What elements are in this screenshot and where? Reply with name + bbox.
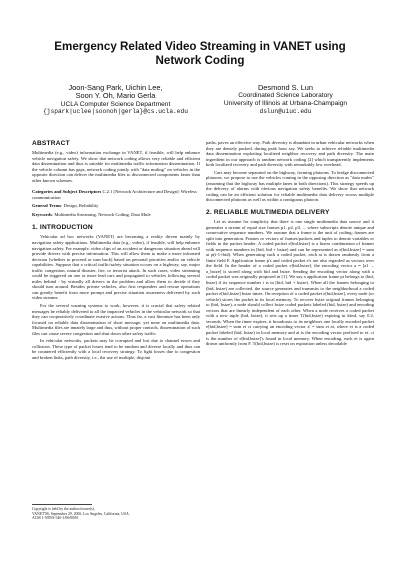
section-heading: 2. RELIABLE MULTIMEDIA DELIVERY xyxy=(206,209,330,217)
right-column xyxy=(206,84,374,554)
body-paragraph: paths, paves an effective way. Path diversity is abundant in urban vehicular networks when they are densely packed, during peak hour say. We seeks to achieve reliable multimedia data dissemination exploiting localized neighbor recovery and path diversity. The main ingredient in our approach is random network coding [2] which transparently implements both localized recovery and path diversity with remarkably low overhead. xyxy=(206,140,374,168)
footnote-rule xyxy=(32,504,92,505)
copyright-footnote xyxy=(32,504,200,521)
author-names: Desmond S. Lun xyxy=(257,83,314,92)
abstract-heading: ABSTRACT xyxy=(32,140,70,147)
author-email: {jspark|uclee|soonoh|gerla}@cs.ucla.edu xyxy=(43,108,188,116)
body-paragraph: Cars may become separated on the highway, forming platoons. To bridge disconnected platoons, we propose to use the vehicles coming in the opposing direction as "data mules" (assuming that the highway has multiple lanes in both directions). This strategy speeds up the delivery of alarms with obvious navigation safety benefits. We show that network coding can be an efficient solution for reliable multimedia data delivery across multiple disconnected platoons as well as within a contiguous platoon. xyxy=(206,169,374,203)
intro-heading: 1. INTRODUCTION xyxy=(32,224,93,232)
author-affiliation: Coordinated Science Laboratory xyxy=(238,92,333,100)
general-terms-text: Design, Reliability xyxy=(63,203,99,209)
footnote-line: VANET'06, September 29, 2006, Los Angeles, California, USA. xyxy=(32,511,130,516)
categories-text: C.2.1 [Network Architecture and Design]: Wireless communication xyxy=(32,189,197,200)
author-names: Soon Y. Oh, Mario Gerla xyxy=(75,91,156,101)
general-terms-line: General Terms: Design, Reliability xyxy=(32,203,99,209)
author-email: dslun@uiuc.edu xyxy=(259,107,312,115)
categories-label: Categories and Subject Descriptors xyxy=(32,189,102,195)
footnote-line: Copyright is held by the author/owner(s). xyxy=(32,507,95,511)
keywords-label: Keywords xyxy=(32,211,52,217)
left-column xyxy=(32,140,200,545)
intro-paragraph: For the several warning systems to work, however, it is crucial that safety related messages be reliably delivered to all the impacted vehicles in the vehicular network so that they can cooperatively coordinate evasive actions. Thus far, a vast literature has been only focused on reliable data dissemination of short message, yet none on multimedia data. Multimedia files are innately large and thus, without proper controls, dissemination of such files can cause severe congestion and shut down other safety traffic. xyxy=(32,303,200,336)
general-terms-label: General Terms xyxy=(32,203,62,209)
keywords-line: Keywords: Multimedia Streaming, Network Coding, Data Mule xyxy=(32,211,151,217)
intro-paragraph: Vehicular ad hoc networks (VANET) are becoming a reality driven mainly by navigation safety applications. Multimedia data (e.g., video), if feasible, will help enhance navigation safety. For example, video clips of an accident or dangerous situation ahead will provide drivers with precise information. This will allow them to make a more informed decision (whether to proceed or turn back) based on personal priorities and/or on vehicle capabilities. Suppose that a critical traffic/safety situation occurs on a highway, say, major traffic congestion, natural disaster, fire, or terrorist attack. In such cases, video streaming could be triggered on one or more lead cars and propagated to vehicles following several miles behind - by virtually all drivers in the problem and allow them to decide if they should turn around. Besides private vehicles, also first responders and rescue operations can greatly benefit from more prompt and precise situation awareness delivered by such video streams. xyxy=(32,234,200,301)
author-affiliation: University of Illinois at Urbana-Champaign xyxy=(223,100,348,107)
categories-line xyxy=(32,189,200,200)
author-names: Joon-Sang Park, Uichin Lee, xyxy=(68,83,163,92)
body-paragraph: Let us assume for simplicity that there is one single multimedia data source and it generates a stream of equal size frames p1, p2, p3, ... where subscripts denote unique and consecutive sequence numbers. We assume that a frame is the unit of coding; frames are split into generation. Frames or vectors of frames/packets and tuples to denote variables or fields in the packet header. A coded packet e[bid,bsize] is a linear combination of frames with sequence numbers in [bid, bid + bsize) and can be represented as e[bid,bsize] = sum ai p(i-1+bid). When generating such a coded packet, each ai is drawn randomly from a finite field F. Application frame p's and coded packet e's are also regarded as vectors over the field. In the header of a coded packet e[bid,bsize], the encoding vector a = [a1 ... a_bsize] is stored along with bid and bsize. Sending the encoding vector along with a coded packet was originally proposed in [1]. We say a application frame pi belongs to (bid, bsize) if its sequence number i is in [bid, bid + bsize). When all the frames belonging to (bid, bsize) are collected, the source generates and transmits to the neighborhood a coded packet e[bid,bsize] bsize times. On reception of a coded packet e[bid,bsize], every node (or vehicle) stores the packet in its local memory. To recover bsize original frames belonging to (bid, bsize), a node should collect bsize coded packets labeled (bid, bsize) and encoding vectors that are linearly independent of each other. When a node receives a coded packet with a new tuple (bid, bsize), it sets up a timer T(bid,bsize) expiring in kbsd, say 0.2, seconds. When the timer expires, it broadcasts to its neighbors one locally encoded packet e[bid,bsize] = sum ei ci carrying an encoding vector a' = sum ei ai, where ei is a coded packet labeled (bid, bsize) in local memory and ai is the encoding vector prefixed to ei. ci is the number of e[bid,bsize]'s found in local memory. When encoding, each ei is again drawn uniformly from F. T(bid,bsize) is reset on expiration unless decodable xyxy=(206,219,374,347)
author-block-ucla xyxy=(28,84,203,116)
abstract-text: Multimedia (e.g., video) information exchange in VANET, if feasible, will help enhance vehicle navigation safety. We show that network coding allows very reliable and efficient data dissemination and thus is suitable for multimedia traffic information dissemination. If the vehicle column has gaps, network coding jointly with "data muling" on vehicles in the opposite direction can deliver the multimedia files to disconnected components faster than other known schemes. xyxy=(32,150,200,183)
author-affiliation: UCLA Computer Science Department xyxy=(60,100,171,108)
intro-paragraph: In vehicular networks, packets may be corrupted and lost due to channel errors and collisions. These type of packet losses tend to be random and diverse locally and thus can be countered efficiently with a local recovery strategy. To fight losses due to congestion and broken links, path diversity, i.e., the use of multiple, disjoint xyxy=(32,338,200,360)
footnote-line: ACM 1-59593-540-1/06/0009. xyxy=(32,516,79,521)
paper-title: Emergency Related Video Streaming in VANET using Network Coding xyxy=(54,40,346,67)
keywords-text: Multimedia Streaming, Network Coding, Data Mule xyxy=(54,211,151,217)
